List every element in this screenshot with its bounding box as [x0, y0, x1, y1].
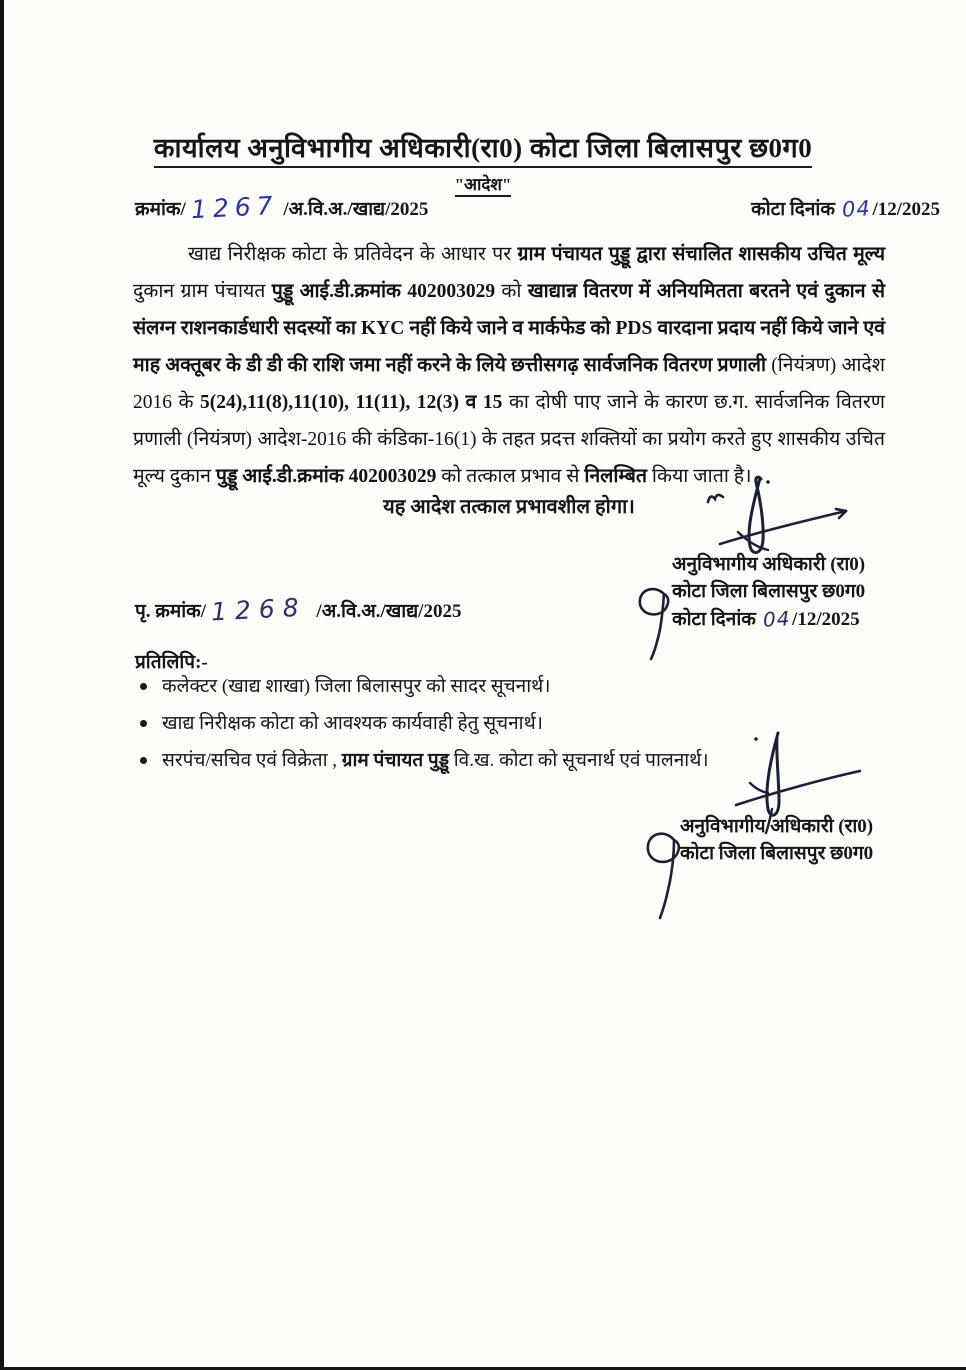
signatory-designation: अनुविभागीय अधिकारी (रा0)	[672, 554, 866, 575]
reference-row	[135, 190, 940, 225]
signature-block-1	[672, 551, 865, 633]
copies-item-food-inspector	[138, 711, 778, 736]
signature-date-prefix: कोटा दिनांक	[672, 609, 761, 630]
order-date	[751, 195, 940, 221]
order-effect-line: यह आदेश तत्काल प्रभावशील होगा।	[383, 496, 635, 518]
signature-date-rest: /12/2025	[792, 609, 860, 630]
copies-heading: प्रतिलिपि:-	[135, 652, 208, 673]
copies-item-collector	[138, 674, 778, 699]
office-title-text: कार्यालय अनुविभागीय अधिकारी(रा0) कोटा जिला बिलासपुर छ0ग0	[154, 133, 812, 168]
scan-edge-left	[0, 0, 4, 1370]
handwritten-endorsement-number: 1268	[210, 592, 308, 627]
order-date-prefix: कोटा दिनांक	[751, 199, 835, 220]
copies-list	[138, 674, 778, 785]
signatory-office: कोटा जिला बिलासपुर छ0ग0	[672, 581, 866, 602]
bullet-icon	[140, 757, 147, 764]
handwritten-order-day: 04	[841, 196, 872, 222]
endorsement-number	[135, 592, 462, 627]
order-date-rest: /12/2025	[872, 199, 940, 220]
signatory-designation: अनुविभागीय अधिकारी (रा0)	[680, 816, 874, 837]
copies-item-text: सरपंच/सचिव एवं विक्रेता , ग्राम पंचायत पुड्डू वि.ख. कोटा को सूचनार्थ एवं पालनार्थ।	[162, 750, 709, 771]
initials-ink-top	[630, 576, 690, 661]
reference-suffix: /अ.वि.अ./खाद्य/2025	[283, 199, 429, 220]
initials-ink-bottom	[636, 820, 706, 920]
handwritten-reference-number: 1267	[190, 190, 280, 225]
bullet-icon	[140, 720, 147, 727]
handwritten-signature-day: 04	[761, 606, 791, 632]
bullet-icon	[140, 683, 147, 690]
copies-item-sarpanch	[138, 748, 778, 773]
signature-block-2	[680, 813, 873, 867]
reference-number	[135, 190, 429, 225]
reference-prefix: क्रमांक/	[135, 199, 186, 220]
copies-item-text: खाद्य निरीक्षक कोटा को आवश्यक कार्यवाही हेतु सूचनार्थ।	[162, 713, 543, 734]
signatory-office: कोटा जिला बिलासपुर छ0ग0	[680, 843, 874, 864]
endorsement-prefix: पृ. क्रमांक/	[135, 601, 207, 622]
copies-item-text: कलेक्टर (खाद्य शाखा) जिला बिलासपुर को सादर सूचनार्थ।	[162, 676, 551, 697]
order-subtitle-text: "आदेश"	[455, 175, 512, 197]
office-title	[0, 128, 966, 165]
endorsement-suffix: /अ.वि.अ./खाद्य/2025	[316, 601, 462, 622]
signature-date-line	[672, 605, 865, 633]
order-body-paragraph: खाद्य निरीक्षक कोटा के प्रतिवेदन के आधार पर ग्राम पंचायत पुड्डू द्वारा संचालित शासकीय उचित मूल्य दुकान ग्राम पंचायत पुड्डू आई.डी.क्रमांक 402003029 को खाद्यान्न वितरण में अनियमितता बरतने एवं दुकान से संलग्न राशनकार्डधारी सदस्यों का KYC नहीं किये जाने व मार्कफेड को PDS वारदाना प्रदाय नहीं किये जाने एवं माह अक्तूबर के डी डी की राशि जमा नहीं करने के लिये छत्तीसगढ़ सार्वजनिक वितरण प्रणाली (नियंत्रण) आदेश 2016 के 5(24),11(8),11(10), 11(11), 12(3) व 15 का दोषी पाए जाने के कारण छ.ग. सार्वजनिक वितरण प्रणाली (नियंत्रण) आदेश-2016 की कंडिका-16(1) के तहत प्रदत्त शक्तियों का प्रयोग करते हुए शासकीय उचित मूल्य दुकान पुड्डू आई.डी.क्रमांक 402003029 को तत्काल प्रभाव से निलम्बित किया जाता है।	[133, 244, 886, 487]
